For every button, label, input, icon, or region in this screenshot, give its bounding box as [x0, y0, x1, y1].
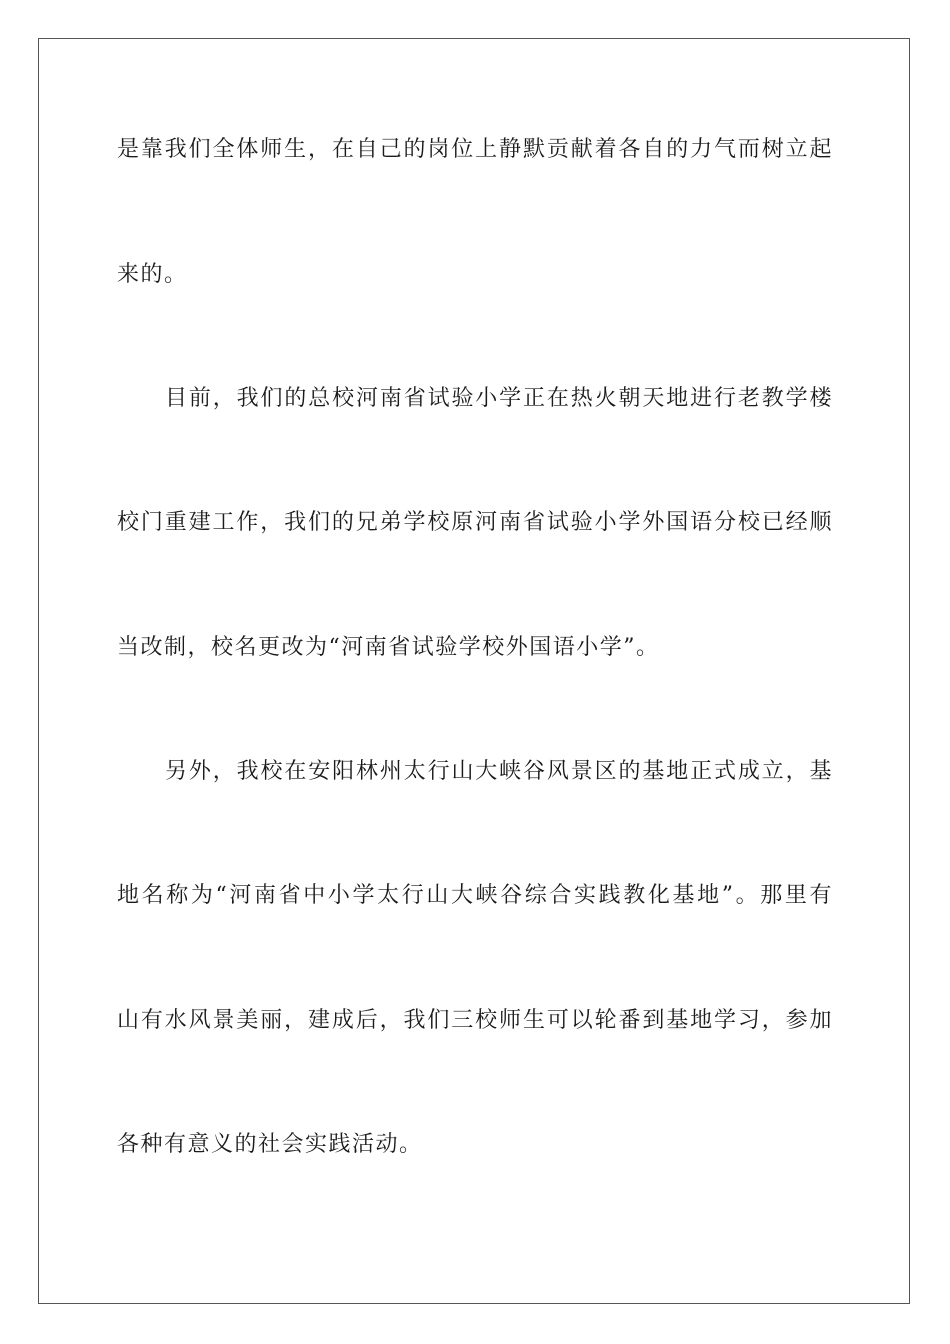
paragraph-line: 来的。 — [117, 262, 188, 287]
page-border — [38, 38, 910, 1304]
paragraph-line: 是靠我们全体师生，在自己的岗位上静默贡献着各自的力气而树立起 — [117, 137, 833, 162]
paragraph-line: 山有水风景美丽，建成后，我们三校师生可以轮番到基地学习，参加 — [117, 1008, 833, 1033]
paragraph-line: 各种有意义的社会实践活动。 — [117, 1132, 423, 1157]
paragraph-line: 目前，我们的总校河南省试验小学正在热火朝天地进行老教学楼 — [165, 386, 833, 411]
paragraph-line: 校门重建工作，我们的兄弟学校原河南省试验小学外国语分校已经顺 — [117, 510, 833, 535]
paragraph-line: 地名称为“河南省中小学太行山大峡谷综合实践教化基地”。那里有 — [117, 883, 833, 908]
paragraph-line: 另外，我校在安阳林州太行山大峡谷风景区的基地正式成立，基 — [165, 759, 833, 784]
paragraph-line: 当改制，校名更改为“河南省试验学校外国语小学”。 — [117, 635, 660, 660]
